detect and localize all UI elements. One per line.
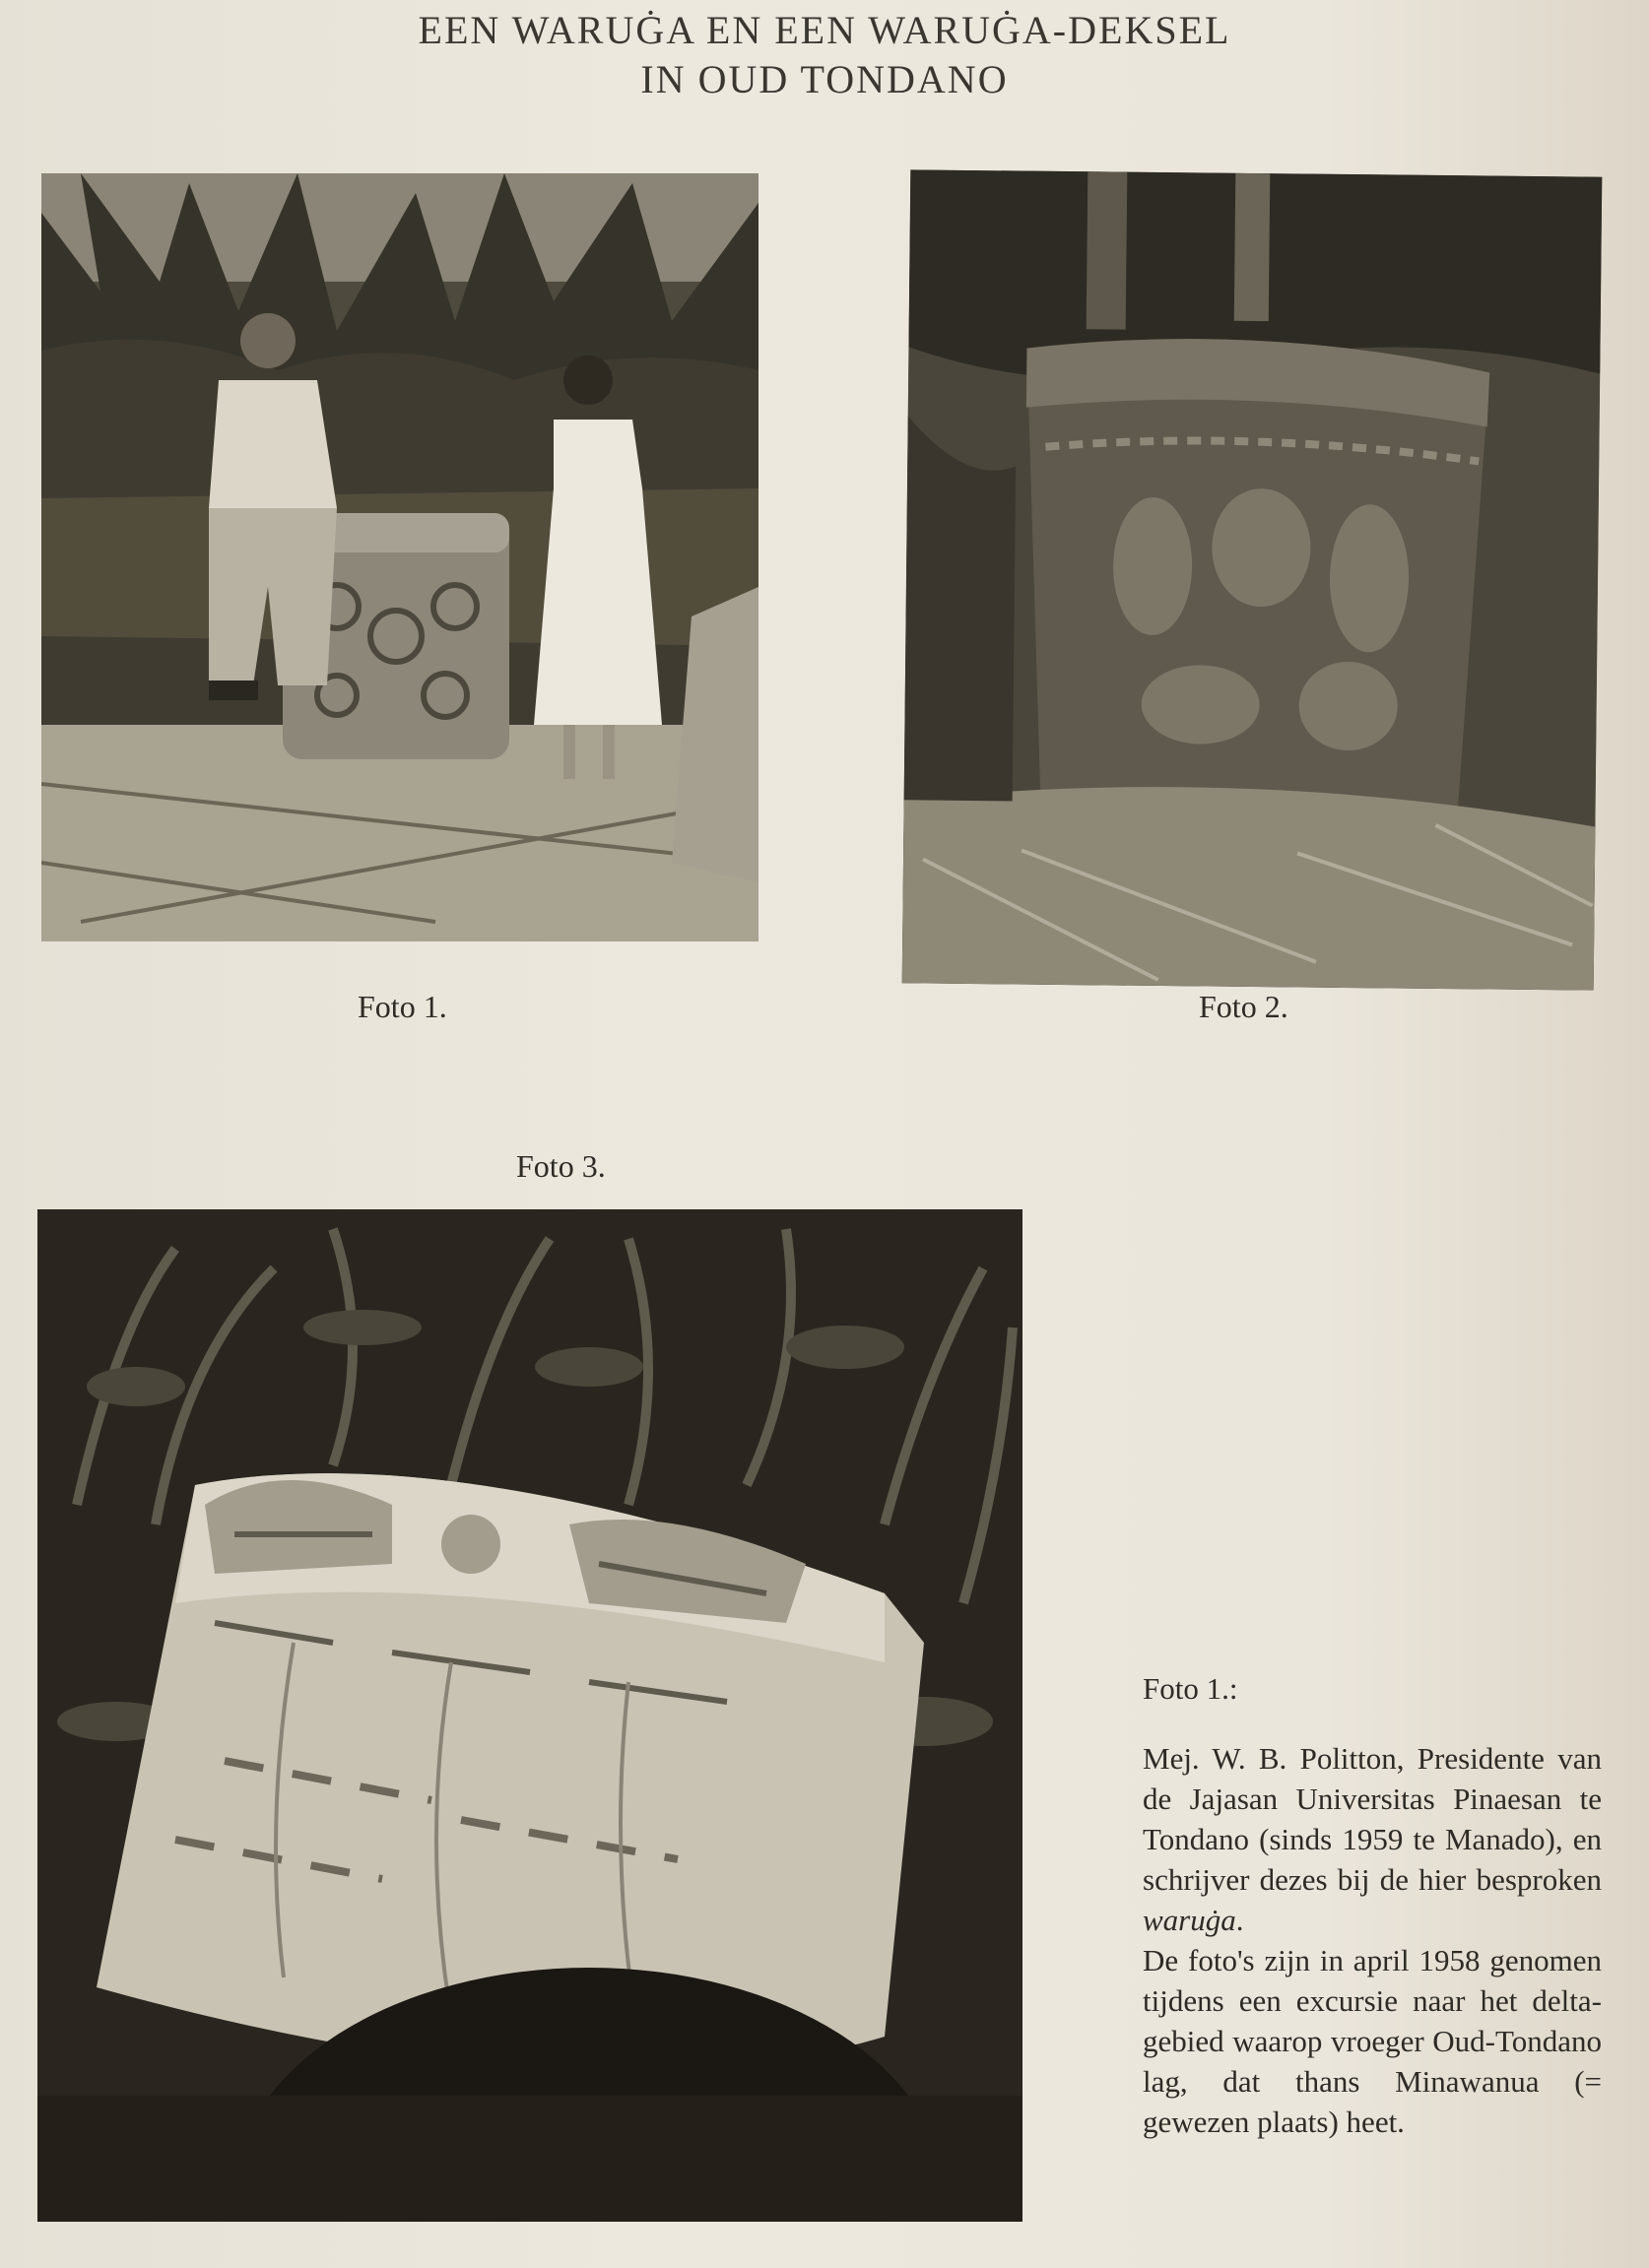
note-text-1: Mej. W. B. Politton, Presidente van de Jajasan Universitas Pinaesan te Tondano (sinds 1959 te Manado), en schrijver dezes bij de hier besproken (1143, 1741, 1602, 1897)
photo-2-caption: Foto 2. (1199, 989, 1288, 1024)
photo-3-image (37, 1209, 1022, 2222)
photo-2-image (902, 169, 1603, 990)
page-title (0, 6, 1649, 104)
photo-description (1143, 1668, 1602, 2142)
photo-1-caption: Foto 1. (358, 989, 447, 1024)
photo-2-carved-waruga (902, 169, 1603, 990)
note-term-waruga: waruġa (1143, 1903, 1236, 1937)
photo-1-image (41, 173, 759, 941)
title-line-1: EEN WARUĠA EN EEN WARUĠA-DEKSEL (418, 8, 1231, 52)
photo-1-waruga-with-people (41, 173, 759, 941)
photo-3-caption: Foto 3. (516, 1148, 606, 1184)
title-line-2: IN OUD TONDANO (640, 57, 1009, 101)
note-paragraph-2: De foto's zijn in april 1958 genomen tijdens een excursie naar het delta-gebied waarop vroeger Oud-Tondano lag, dat thans Minawanua (= gewezen plaats) heet. (1143, 1943, 1602, 2139)
note-paragraph-1 (1143, 1738, 1602, 1940)
note-heading: Foto 1.: (1143, 1671, 1238, 1706)
note-text-1-end: . (1235, 1903, 1244, 1937)
photo-3-waruga-lid (37, 1209, 1022, 2222)
